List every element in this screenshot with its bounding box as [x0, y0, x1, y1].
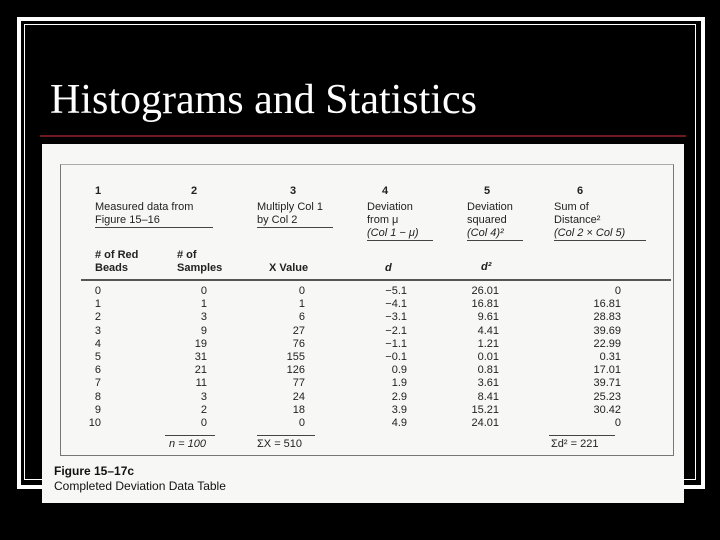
table-cell: 0.9 [391, 364, 407, 377]
table-cell: 30.42 [593, 403, 621, 416]
table-cell: 3.9 [391, 403, 407, 416]
figure-caption: Completed Deviation Data Table [54, 479, 226, 493]
header-deviation-2: from μ [367, 214, 399, 226]
table-cell: 15.21 [471, 403, 499, 416]
table-cell: −2.1 [385, 324, 407, 337]
col-number-1: 1 [95, 185, 102, 197]
table-cell: 1 [94, 298, 101, 311]
table-cell: 24 [292, 390, 305, 403]
table-cell: 155 [286, 351, 305, 363]
header-deviation-3: (Col 1 − μ) [367, 227, 419, 239]
header-squared-3: (Col 4)² [467, 227, 504, 239]
table-cell: 1 [298, 298, 305, 311]
table-cell: 7 [94, 377, 101, 390]
header-deviation-1: Deviation [367, 201, 413, 213]
table-cell: 3.61 [477, 377, 499, 390]
table-cell: 0.01 [477, 351, 499, 363]
table-row [61, 298, 673, 311]
table-cell: 4 [94, 337, 101, 350]
table-cell: 22.99 [593, 337, 621, 350]
table-cell: 16.81 [471, 298, 499, 311]
table-row [61, 391, 673, 404]
header-multiply-1: Multiply Col 1 [257, 201, 324, 213]
table-cell: 2 [200, 403, 207, 416]
table-cell: 77 [292, 377, 305, 390]
header-sum-2: Distance² [554, 214, 601, 226]
table-cell: 2 [94, 311, 101, 324]
table-cell: −4.1 [385, 298, 407, 311]
table-cell: 1 [200, 298, 207, 311]
table-cell: 5 [94, 351, 101, 363]
table-cell: 26.01 [471, 285, 499, 297]
label-samples-2: Samples [177, 262, 223, 274]
table-cell: 31 [194, 351, 207, 363]
table-cell: 6 [298, 311, 305, 324]
table-cell: 6 [94, 364, 101, 377]
table-cell: 8.41 [477, 390, 499, 403]
header-measured: Measured data from [95, 201, 194, 213]
table-cell: 4.9 [391, 417, 407, 429]
table-cell: 8 [94, 390, 101, 403]
title-divider [40, 135, 686, 137]
table-row [61, 351, 673, 364]
table-row [61, 285, 673, 298]
label-samples-1: # of [177, 249, 197, 261]
table-cell: 9 [200, 324, 207, 337]
col-number-5: 5 [484, 185, 491, 197]
header-measured-ref: Figure 15–16 [95, 214, 160, 226]
table-cell: 0.81 [477, 364, 499, 377]
table-cell: 3 [200, 390, 207, 403]
table-cell: 24.01 [471, 417, 499, 429]
table-cell: 0 [298, 417, 305, 429]
table-cell: 21 [194, 364, 207, 377]
table-cell: 3 [200, 311, 207, 324]
scanned-figure [42, 144, 684, 503]
table-cell: 9 [94, 403, 101, 416]
label-d: d [385, 262, 392, 274]
table-cell: 16.81 [593, 298, 621, 311]
table-row [61, 404, 673, 417]
slide-title: Histograms and Statistics [50, 77, 477, 123]
table-row [61, 364, 673, 377]
col-number-3: 3 [290, 185, 297, 197]
deviation-table [60, 164, 674, 456]
label-d2: d² [481, 261, 492, 273]
header-sum-1: Sum of [554, 201, 589, 213]
total-sum-d2: Σd² = 221 [551, 438, 599, 450]
table-cell: 11 [195, 377, 207, 390]
table-cell: 0 [614, 285, 621, 297]
col-number-4: 4 [382, 185, 389, 197]
header-squared-2: squared [467, 214, 507, 226]
table-cell: 39.69 [593, 324, 621, 337]
header-multiply-2: by Col 2 [257, 214, 298, 226]
table-cell: 1.9 [391, 377, 407, 390]
table-cell: 3 [94, 324, 101, 337]
table-cell: 0 [298, 285, 305, 297]
label-red-2: Beads [95, 262, 129, 274]
table-cell: 126 [286, 364, 305, 377]
total-n: n = 100 [169, 438, 207, 450]
col-number-6: 6 [577, 185, 584, 197]
table-cell: 0.31 [599, 351, 621, 363]
table-row [61, 338, 673, 351]
figure-label: Figure 15–17c [54, 464, 135, 478]
table-cell: −0.1 [385, 351, 407, 363]
table-cell: 0 [200, 417, 207, 429]
label-x-value: X Value [269, 262, 309, 274]
table-cell: −5.1 [385, 285, 407, 297]
table-cell: 18 [292, 403, 305, 416]
table-cell: 0 [614, 417, 621, 429]
table-cell: 2.9 [391, 390, 407, 403]
table-cell: 27 [292, 324, 305, 337]
table-cell: 0 [200, 285, 207, 297]
table-cell: 25.23 [593, 390, 621, 403]
table-cell: 76 [292, 337, 305, 350]
table-cell: 1.21 [477, 337, 499, 350]
table-row [61, 417, 673, 430]
table-row [61, 311, 673, 324]
label-red-1: # of Red [95, 249, 139, 261]
table-cell: −3.1 [385, 311, 407, 324]
table-row [61, 377, 673, 390]
table-row [61, 325, 673, 338]
total-sum-x: ΣX = 510 [257, 438, 303, 450]
table-cell: 0 [94, 285, 101, 297]
header-squared-1: Deviation [467, 201, 513, 213]
header-sum-3: (Col 2 × Col 5) [554, 227, 626, 239]
table-cell: 9.61 [477, 311, 499, 324]
table-cell: 10 [88, 417, 101, 429]
table-cell: 17.01 [593, 364, 621, 377]
col-number-2: 2 [191, 185, 198, 197]
table-cell: 39.71 [593, 377, 621, 390]
table-cell: 4.41 [477, 324, 499, 337]
table-cell: −1.1 [385, 337, 407, 350]
table-cell: 19 [194, 337, 207, 350]
table-cell: 28.83 [593, 311, 621, 324]
